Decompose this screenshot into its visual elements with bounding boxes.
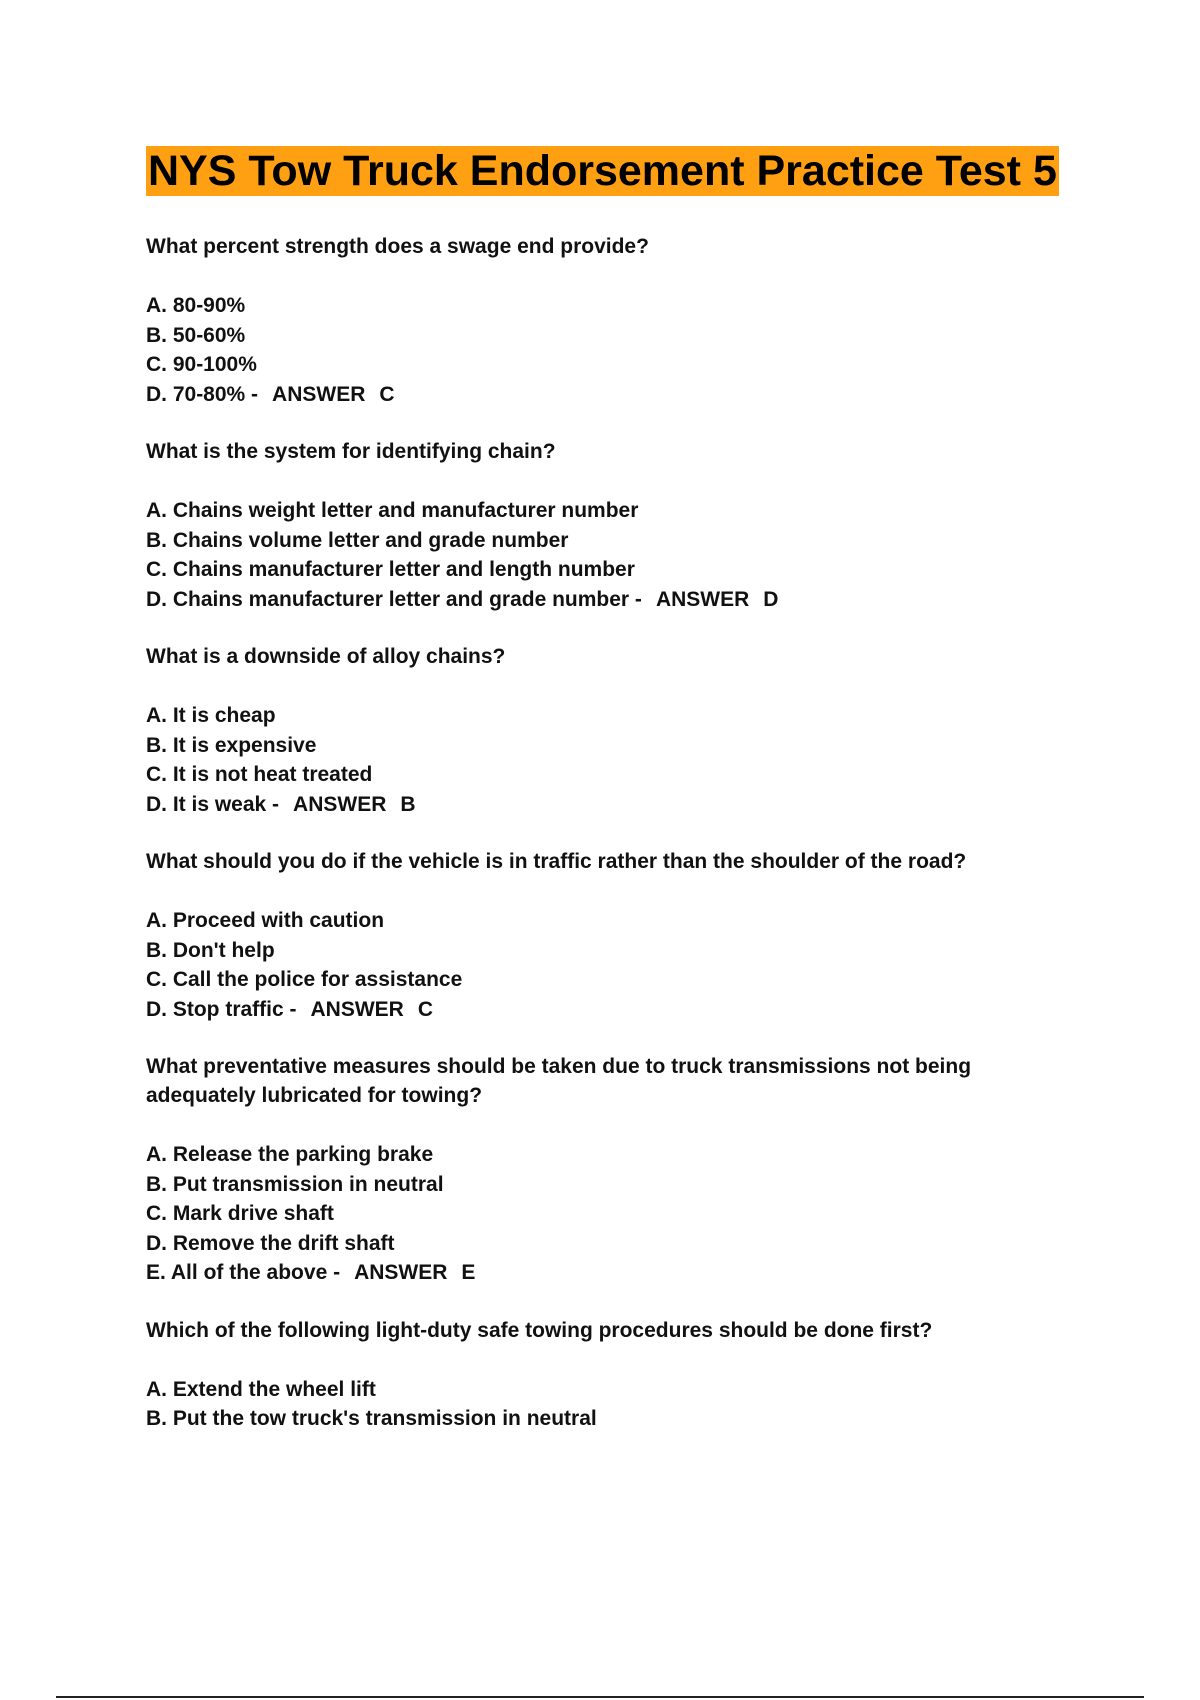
option-a: A. 80-90% (146, 294, 246, 317)
question-text: What is the system for identifying chain? (146, 440, 556, 463)
answer-letter: B (400, 792, 416, 816)
question-block-5 (146, 1052, 1086, 1288)
question-block-6 (146, 1316, 1086, 1434)
page-title: NYS Tow Truck Endorsement Practice Test 5 (148, 147, 1057, 195)
option-d: D. Stop traffic - (146, 997, 297, 1021)
question-text: What percent strength does a swage end provide? (146, 235, 649, 258)
answer-letter: C (417, 997, 434, 1021)
options-list (146, 291, 1086, 409)
answer-label: ANSWER (354, 1261, 448, 1284)
option-a: A. Release the parking brake (146, 1143, 434, 1166)
question-block-1 (146, 232, 1086, 409)
option-b: B. It is expensive (146, 733, 317, 757)
option-c: C. Mark drive shaft (146, 1202, 334, 1225)
option-d: D. Chains manufacturer letter and grade number - (146, 587, 642, 611)
options-list (146, 701, 1086, 819)
answer-label: ANSWER (272, 382, 366, 406)
option-b: B. Chains volume letter and grade number (146, 528, 569, 552)
option-d-with-answer (146, 790, 1086, 820)
options-list (146, 1140, 1086, 1288)
option-d: D. It is weak - (146, 792, 280, 816)
option-b: B. Don't help (146, 938, 275, 962)
question-text: What should you do if the vehicle is in traffic rather than the shoulder of the road? (146, 850, 967, 873)
option-b: B. Put the tow truck's transmission in neutral (146, 1407, 597, 1430)
option-c: C. Chains manufacturer letter and length number (146, 558, 635, 581)
question-text: Which of the following light-duty safe towing procedures should be done first? (146, 1318, 933, 1342)
question-block-3 (146, 642, 1086, 819)
option-d-with-answer (146, 585, 1086, 615)
option-d-with-answer (146, 995, 1086, 1025)
answer-label: ANSWER (310, 997, 404, 1021)
options-list (146, 496, 1086, 614)
option-b: B. 50-60% (146, 323, 246, 347)
question-text: What is a downside of alloy chains? (146, 645, 506, 668)
option-a: A. It is cheap (146, 704, 276, 727)
question-block-2 (146, 437, 1086, 614)
option-d: D. 70-80% - (146, 382, 259, 406)
option-c: C. It is not heat treated (146, 763, 373, 786)
option-e-with-answer (146, 1258, 1086, 1288)
option-d: D. Remove the drift shaft (146, 1231, 395, 1255)
options-list (146, 1375, 1086, 1434)
option-e: E. All of the above - (146, 1261, 341, 1284)
option-a: A. Proceed with caution (146, 909, 385, 932)
answer-letter: E (461, 1261, 476, 1284)
document-page (146, 146, 1086, 1434)
options-list (146, 906, 1086, 1024)
answer-label: ANSWER (293, 792, 387, 816)
option-b: B. Put transmission in neutral (146, 1172, 444, 1196)
answer-label: ANSWER (655, 587, 750, 611)
answer-letter: D (763, 587, 779, 611)
option-c: C. 90-100% (146, 353, 257, 376)
option-a: A. Chains weight letter and manufacturer number (146, 499, 639, 522)
question-block-4 (146, 847, 1086, 1024)
option-a: A. Extend the wheel lift (146, 1377, 376, 1401)
option-c: C. Call the police for assistance (146, 968, 463, 991)
question-text: What preventative measures should be taken due to truck transmissions not being adequately lubricated for towing? (146, 1055, 972, 1107)
answer-letter: C (379, 382, 395, 406)
page-bottom-rule (56, 1696, 1144, 1698)
option-d-with-answer (146, 380, 1086, 410)
